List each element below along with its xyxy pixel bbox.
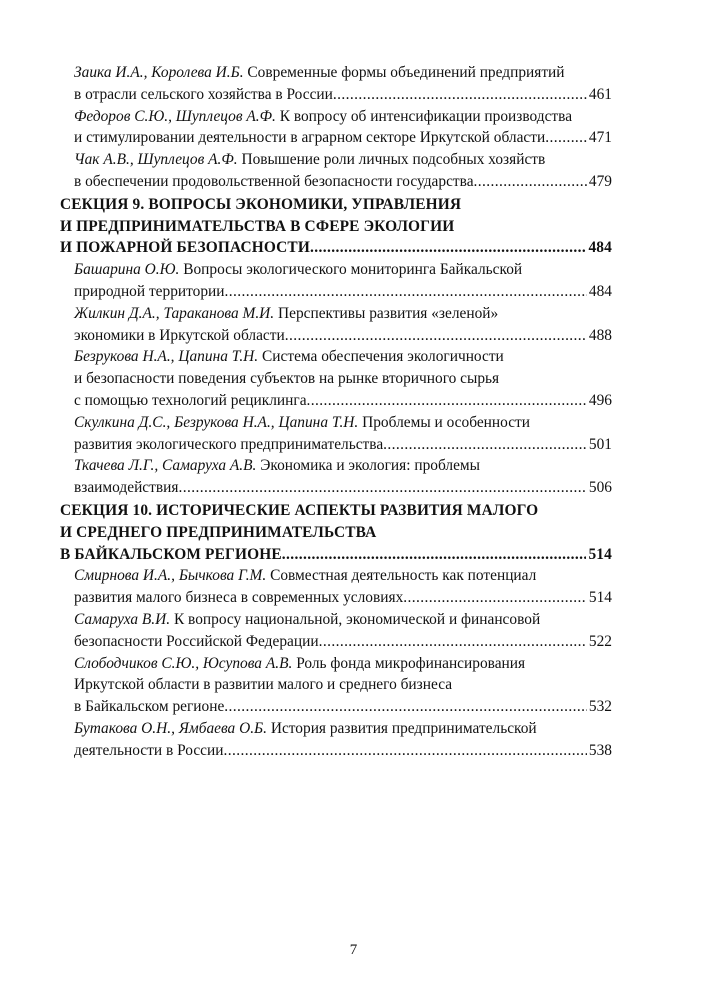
- table-of-contents: [60, 62, 612, 762]
- toc-entry: [60, 149, 612, 193]
- entry-title: Перспективы развития «зеленой»: [274, 304, 499, 322]
- entry-page-number: 471: [588, 129, 612, 147]
- entry-authors: Заика И.А., Королева И.Б.: [74, 64, 244, 81]
- entry-page-number: 479: [588, 172, 612, 190]
- entry-title: Повышение роли личных подсобных хозяйств: [237, 151, 546, 169]
- entry-authors: Смирнова И.А., Бычкова Г.М.: [74, 567, 267, 585]
- entry-first-line: [60, 455, 612, 477]
- section-heading: [60, 194, 612, 259]
- section-title-line: [60, 237, 612, 259]
- entry-page-number: 532: [588, 698, 612, 716]
- entry-title: Роль фонда микрофинансирования: [292, 654, 526, 672]
- dot-leader: [178, 477, 586, 499]
- line-text: экономики в Иркутской области: [74, 326, 285, 344]
- entry-title: Современные формы объединений предприятий: [243, 64, 565, 81]
- entry-title-line: [60, 696, 612, 718]
- entry-page-number: 522: [588, 632, 612, 650]
- toc-entry: [60, 718, 612, 762]
- entry-authors: Скулкина Д.С., Безрукова Н.А., Цапина Т.Н.: [74, 413, 359, 431]
- entry-authors: Чак А.В., Шуплецов А.Ф.: [74, 151, 238, 169]
- dot-leader: [310, 237, 586, 259]
- entry-authors: Жилкин Д.А., Тараканова М.И.: [74, 304, 275, 322]
- section-title-line: [60, 216, 612, 238]
- entry-title: К вопросу об интенсификации производства: [275, 107, 573, 125]
- dot-leader: [333, 84, 587, 106]
- line-text: развития экологического предпринимательства: [74, 435, 384, 453]
- line-text: и стимулировании деятельности в аграрном секторе Иркутской области: [74, 129, 546, 147]
- line-text: с помощью технологий рециклинга: [74, 391, 307, 409]
- entry-first-line: [60, 609, 612, 631]
- entry-first-line: [60, 653, 612, 675]
- dot-leader: [285, 325, 587, 347]
- entry-authors: Самаруха В.И.: [74, 610, 171, 628]
- entry-title: Экономика и экология: проблемы: [256, 457, 480, 475]
- entry-authors: Башарина О.Ю.: [74, 261, 180, 279]
- line-text: природной территории: [74, 282, 225, 300]
- entry-first-line: [60, 565, 612, 587]
- line-text: в отрасли сельского хозяйства в России: [74, 85, 333, 103]
- dot-leader: [282, 544, 587, 566]
- entry-page-number: 506: [588, 479, 612, 497]
- section-title-line: [60, 500, 612, 522]
- toc-entry: [60, 455, 612, 499]
- entry-title: Совместная деятельность как потенциал: [266, 567, 537, 585]
- entry-title-line: [60, 390, 612, 412]
- toc-entry: [60, 346, 612, 411]
- entry-title-line: [60, 631, 612, 653]
- entry-page-number: 496: [588, 391, 612, 409]
- line-text: и безопасности поведения субъектов на рынке вторичного сырья: [74, 370, 500, 388]
- line-text: Иркутской области в развитии малого и среднего бизнеса: [74, 676, 453, 694]
- line-text: развития малого бизнеса в современных условиях: [74, 589, 404, 607]
- entry-page-number: 538: [588, 741, 612, 759]
- entry-page-number: 514: [588, 589, 612, 607]
- entry-first-line: [60, 412, 612, 434]
- line-text: деятельности в России: [74, 741, 224, 759]
- entry-title-line: [60, 434, 612, 456]
- entry-title-line: [60, 674, 612, 696]
- line-text: И ПРЕДПРИНИМАТЕЛЬСТВА В СФЕРЕ ЭКОЛОГИИ: [60, 217, 455, 235]
- dot-leader: [225, 281, 587, 303]
- entry-title-line: [60, 740, 612, 762]
- entry-first-line: [60, 149, 612, 171]
- section-title-line: [60, 522, 612, 544]
- section-title-line: [60, 194, 612, 216]
- toc-entry: [60, 609, 612, 653]
- entry-authors: Бутакова О.Н., Ямбаева О.Б.: [74, 719, 267, 737]
- dot-leader: [474, 171, 587, 193]
- entry-title-line: [60, 325, 612, 347]
- line-text: И ПОЖАРНОЙ БЕЗОПАСНОСТИ: [60, 239, 310, 257]
- dot-leader: [319, 631, 587, 653]
- entry-page-number: 514: [588, 545, 612, 563]
- toc-entry: [60, 106, 612, 150]
- dot-leader: [223, 740, 586, 762]
- line-text: СЕКЦИЯ 9. ВОПРОСЫ ЭКОНОМИКИ, УПРАВЛЕНИЯ: [60, 195, 462, 213]
- section-heading: [60, 500, 612, 565]
- entry-title-line: [60, 587, 612, 609]
- toc-entry: [60, 653, 612, 718]
- entry-page-number: 484: [588, 239, 612, 257]
- line-text: безопасности Российской Федерации: [74, 632, 319, 650]
- entry-title-line: [60, 84, 612, 106]
- toc-entry: [60, 565, 612, 609]
- line-text: взаимодействия: [74, 479, 179, 497]
- toc-entry: [60, 303, 612, 347]
- entry-title: История развития предпринимательской: [266, 719, 537, 737]
- entry-title-line: [60, 368, 612, 390]
- entry-first-line: [60, 259, 612, 281]
- entry-authors: Федоров С.Ю., Шуплецов А.Ф.: [74, 107, 276, 125]
- line-text: в обеспечении продовольственной безопасности государства: [74, 172, 474, 190]
- entry-page-number: 501: [588, 435, 612, 453]
- entry-title: Система обеспечения экологичности: [258, 348, 504, 366]
- entry-authors: Слободчиков С.Ю., Юсупова А.В.: [74, 654, 293, 672]
- line-text: СЕКЦИЯ 10. ИСТОРИЧЕСКИЕ АСПЕКТЫ РАЗВИТИЯ МАЛОГО: [60, 501, 539, 519]
- toc-entry: [60, 62, 612, 106]
- entry-authors: Ткачева Л.Г., Самаруха А.В.: [74, 457, 257, 475]
- dot-leader: [307, 390, 587, 412]
- entry-first-line: [60, 303, 612, 325]
- dot-leader: [545, 127, 587, 149]
- entry-first-line: [60, 106, 612, 128]
- line-text: И СРЕДНЕГО ПРЕДПРИНИМАТЕЛЬСТВА: [60, 523, 377, 541]
- entry-title-line: [60, 127, 612, 149]
- entry-first-line: [60, 62, 612, 84]
- entry-page-number: 488: [588, 326, 612, 344]
- dot-leader: [383, 434, 587, 456]
- entry-title-line: [60, 477, 612, 499]
- dot-leader: [403, 587, 587, 609]
- entry-page-number: 461: [588, 85, 612, 103]
- entry-first-line: [60, 718, 612, 740]
- entry-page-number: 484: [588, 282, 612, 300]
- entry-title: К вопросу национальной, экономической и финансовой: [170, 610, 541, 628]
- toc-entry: [60, 412, 612, 456]
- page-number: 7: [349, 942, 358, 958]
- entry-title: Вопросы экологического мониторинга Байкальской: [179, 261, 523, 279]
- line-text: в Байкальском регионе: [74, 698, 225, 716]
- dot-leader: [224, 696, 587, 718]
- entry-first-line: [60, 346, 612, 368]
- entry-title-line: [60, 171, 612, 193]
- line-text: В БАЙКАЛЬСКОМ РЕГИОНЕ: [60, 545, 282, 563]
- entry-title-line: [60, 281, 612, 303]
- section-title-line: [60, 544, 612, 566]
- toc-entry: [60, 259, 612, 303]
- entry-title: Проблемы и особенности: [358, 413, 530, 431]
- entry-authors: Безрукова Н.А., Цапина Т.Н.: [74, 348, 259, 366]
